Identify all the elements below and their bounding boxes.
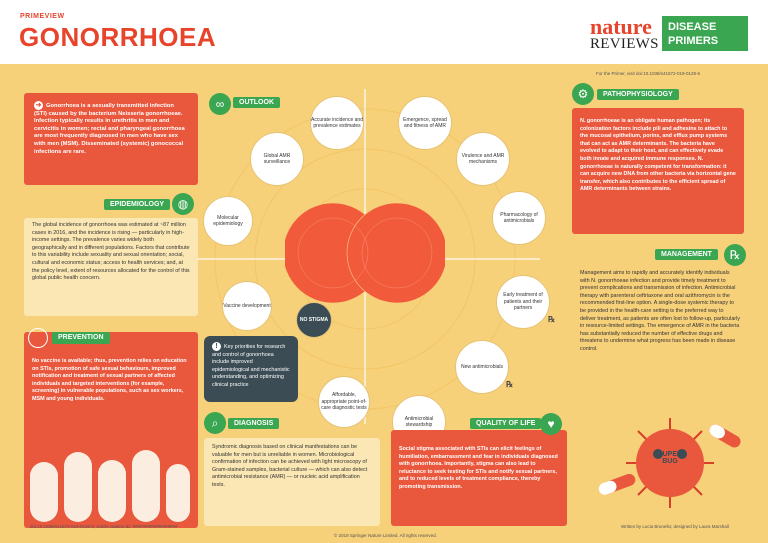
bubble-stewardship: Antimicrobial stewardship xyxy=(392,395,446,449)
prevention-text: No vaccine is available; thus, prevention relies on education on STIs, promotion of safe sexual behaviours, improved notification and treatment of sexual partners of affected individuals and targeted interventions (for example, screening) in vulnerable populations, such as sex workers, MSM and young individuals. xyxy=(32,358,187,402)
epidemiology-label: EPIDEMIOLOGY xyxy=(104,199,170,210)
bubble-incidence: Accurate incidence and prevalence estimates xyxy=(310,96,364,150)
pathophysiology-label: PATHOPHYSIOLOGY xyxy=(597,89,679,100)
footer-credits: Written by Lucia Brunello; designed by Laura Marshall xyxy=(621,524,729,529)
epidemiology-text: The global incidence of gonorrhoea was estimated at ~87 million cases in 2016, and the incidence is rising — particularly in high-income settings. The prevalence varies widely both geographically and in different populations. Factors that contribute to this variability include sexuality and sexual orientation; social, cultural and economic status; access to health services; and, at the policy level, extent of resources allocated for the control of this global public health concern. xyxy=(32,222,190,282)
intro-card xyxy=(24,93,198,185)
globe-icon: ◍ xyxy=(172,193,194,215)
primer-reference: For the Primer, visit doi:10.1038/s41572-019-0128-6 xyxy=(596,71,701,76)
logo-reviews: REVIEWS xyxy=(590,36,659,52)
arrow-right-icon: ➜ xyxy=(35,102,42,109)
management-card xyxy=(576,268,744,408)
bubble-pharmacology: Pharmacology of antimicrobials xyxy=(492,191,546,245)
pathophysiology-card xyxy=(572,108,744,234)
management-text: Management aims to rapidly and accurately identify individuals with N. gonorrhoeae infection and provide timely treatment to prevent complications and transmission of infection. Antimicrobial therapy with parenteral ceftriaxone and oral azithromycin is the recommended first-line option. A single-dose systemic therapy to be provided in the health-care setting is the preferred way to deliver treatment, as patients are often lost to follow-up, particularly in resource-limited settings. The emergence of AMR in the bacteria has substantially reduced the number of effective drugs and threatens to undermine what progress has been made in disease control. xyxy=(580,270,741,352)
heart-icon: ♥ xyxy=(540,413,562,435)
prevention-label: PREVENTION xyxy=(52,332,110,344)
exclamation-icon: ! xyxy=(212,342,221,351)
page-title: GONORRHOEA xyxy=(19,22,217,52)
key-priorities-card xyxy=(204,336,298,402)
key-priorities-text: Key priorities for research and control of gonorrhoea include improved epidemiological and mechanistic understanding, and optimizing clinical practice xyxy=(212,344,290,388)
footer-copyright: © 2019 Springer Nature Limited. All rights reserved. xyxy=(334,533,437,538)
rx-icon: ℞ xyxy=(548,315,556,324)
logo-box-line1: DISEASE xyxy=(668,21,717,33)
quality-card xyxy=(391,430,567,526)
bubble-molecular-epi: Molecular epidemiology xyxy=(203,196,253,246)
quality-label: QUALITY OF LIFE xyxy=(470,418,541,429)
binoculars-icon: ∞ xyxy=(209,93,231,115)
bacteria-illustration xyxy=(285,193,445,313)
diagnosis-card xyxy=(204,438,380,526)
bubble-amr-emergence: Emergence, spread and fitness of AMR xyxy=(398,96,452,150)
logo-nature: nature xyxy=(590,14,652,39)
bubble-virulence: Virulence and AMR mechanisms xyxy=(456,132,510,186)
no-stigma-badge: NO STIGMA xyxy=(296,302,332,338)
rx-icon: ℞ xyxy=(724,244,746,266)
superbug-label: SUPER BUG xyxy=(657,451,683,465)
condoms-illustration xyxy=(30,442,190,522)
prevention-card xyxy=(24,332,198,528)
bubble-early-treatment: Early treatment of patients and their partners xyxy=(496,275,550,329)
logo-disease-primers xyxy=(662,16,748,51)
epidemiology-card xyxy=(24,218,198,316)
logo-box-line2: PRIMERS xyxy=(668,35,719,47)
gears-icon: ⚙ xyxy=(572,83,594,105)
header xyxy=(0,0,768,64)
diagnosis-text: Syndromic diagnosis based on clinical manifestations can be valuable for men but is unreliable in women. Microbiological confirmation of infection can be achieved with light microscopy of Gram-stained samples, bacterial culture — which can also detect antimicrobial resistance (AMR) — or nucleic acid amplification tests. xyxy=(212,444,368,488)
bubble-vaccine: Vaccine development xyxy=(222,281,272,331)
superbug-illustration xyxy=(590,410,750,520)
rx-icon: ℞ xyxy=(506,380,514,389)
quality-text: Social stigma associated with STIs can elicit feelings of humiliation, embarrassment and fear in individuals diagnosed with gonorrhoea. Importantly, stigma can also lead to reluctance to seek testing for STIs and notify sexual partners, and to reduced levels of treatment compliance, thereby promoting transmission. xyxy=(399,446,558,490)
diagnosis-label: DIAGNOSIS xyxy=(228,418,279,429)
management-label: MANAGEMENT xyxy=(655,249,718,260)
outlook-label: OUTLOOK xyxy=(233,97,280,108)
bubble-amr-surveillance: Global AMR surveillance xyxy=(250,132,304,186)
bubble-new-antimicrobials: New antimicrobials xyxy=(455,340,509,394)
condom-icon xyxy=(28,328,48,348)
pathophysiology-text: N. gonorrhoeae is an obligate human pathogen; its colonization factors include pili and adhesins to attach to the mucosal epithelium, porins, and efflux pump systems that can act as AMR determinants. The bacteria have evolved to adapt to their host, and can effectively evade both innate and acquired immune responses. N. gonorrhoeae is naturally competent for transformation: it can acquire new DNA from other bacteria via horizontal gene transfer, which also contributes to the efficient spread of AMR determinants between strains. xyxy=(580,118,736,193)
bubble-poc-tests: Affordable, appropriate point-of-care diagnostic tests xyxy=(318,376,370,428)
intro-text: Gonorrhoea is a sexually transmitted infection (STI) caused by the bacterium Neisseria gonorrhoeae. Infection typically results in urethritis in men and cervicitis in women; rectal and pharyngeal gonorrhoea are most frequently diagnosed in men who have sex with men (MSM). Disseminated (systemic) gonococcal infections are rare. xyxy=(34,103,185,155)
kicker: PRIMEVIEW xyxy=(20,13,65,20)
footer-doi: doi:10.1038/s41572-019-0136-6; Article citation ID: ################## xyxy=(30,524,178,529)
magnifier-icon: ⌕ xyxy=(204,412,226,434)
